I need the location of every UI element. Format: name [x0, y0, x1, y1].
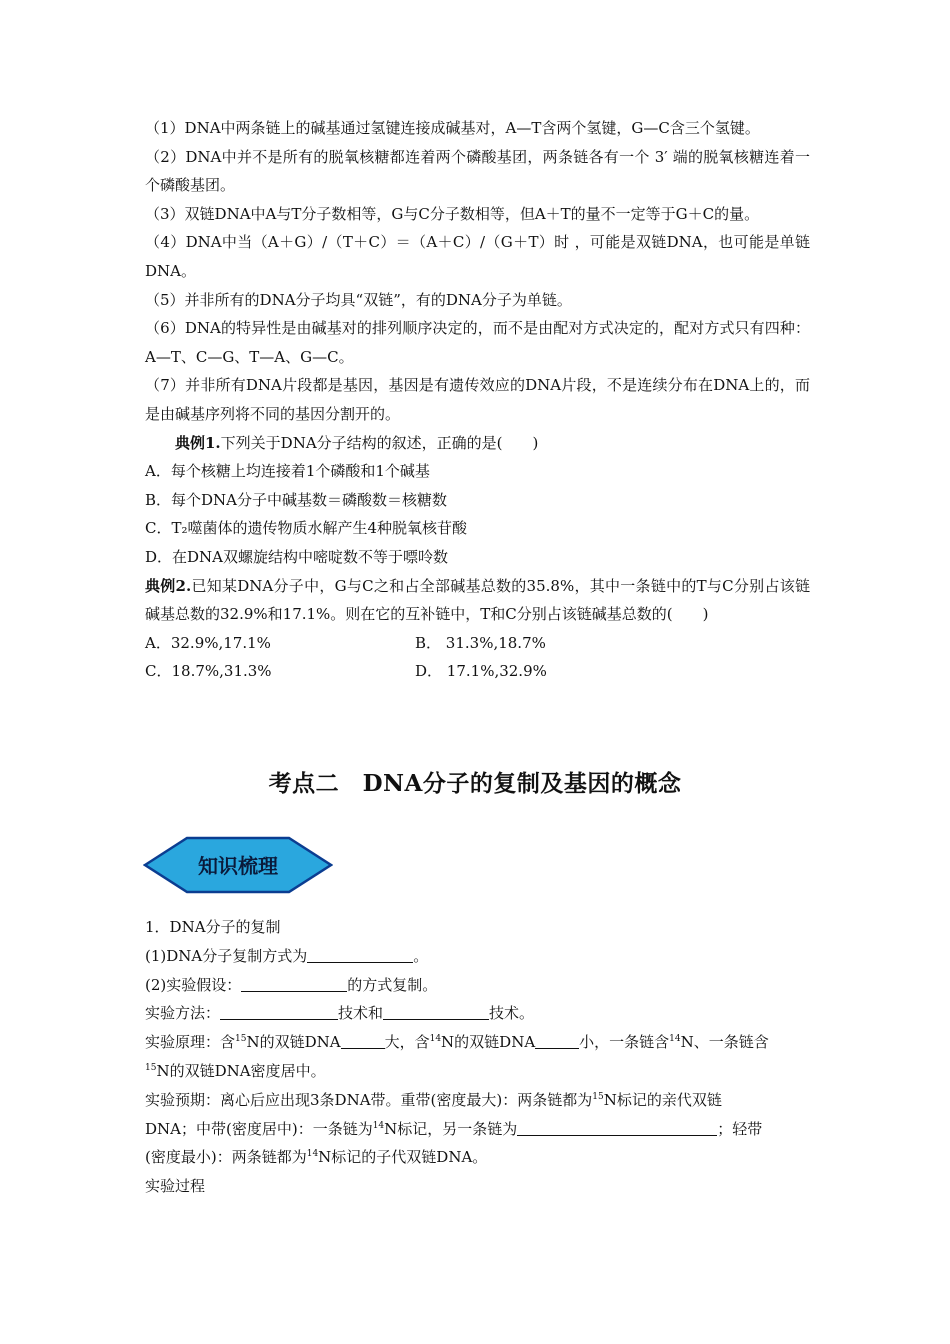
note-6: （6）DNA的特异性是由碱基对的排列顺序决定的，而不是由配对方式决定的，配对方式只有四种：A—T、C—G、T—A、G—C。: [145, 319, 810, 366]
principle-f: N、一条链含: [680, 1033, 769, 1052]
iso-15-sup: 15: [145, 1062, 157, 1073]
q2-answer-blank[interactable]: [241, 975, 347, 992]
process-label: 实验过程: [145, 1177, 206, 1196]
example-2-option-c: C．18.7%,31.3%: [145, 662, 272, 681]
predict-line-2: [145, 1115, 810, 1144]
example-2-question: [145, 572, 810, 629]
predict-d-tail: (密度最小)：两条链都为: [145, 1148, 307, 1167]
example-2-options-row-1: [145, 629, 810, 658]
badge-label: 知识梳理: [198, 854, 278, 878]
predict-line-3: [145, 1143, 810, 1172]
note-7: （7）并非所有DNA片段都是基因，基因是有遗传效应的DNA片段，不是连续分布在DNA上的，而是由碱基序列将不同的基因分割开的。: [145, 376, 810, 423]
example-2-option-b: B． 31.3%,18.7%: [415, 633, 546, 652]
knowledge-badge: [143, 836, 333, 894]
example-2-option-a: A．32.9%,17.1%: [145, 633, 271, 652]
q1-line: [145, 942, 810, 971]
example-2-options-row-2: [145, 657, 810, 686]
principle-b: N的双链DNA: [246, 1033, 341, 1052]
q1-answer-blank[interactable]: [307, 946, 413, 963]
example-2-text: 已知某DNA分子中，G与C之和占全部碱基总数的35.8%，其中一条链中的T与C分别占该链碱基总数的32.9%和17.1%。则在它的互补链中，T和C分别占该链碱基总数的( ): [145, 576, 810, 624]
predict-b-head: N标记的亲代双链: [603, 1090, 722, 1109]
method-blank-2[interactable]: [383, 1003, 489, 1020]
iso-14-sup: 14: [429, 1034, 442, 1045]
predict-e: N标记的子代双链DNA。: [318, 1148, 488, 1167]
method-mid: 技术和: [338, 1004, 384, 1023]
principle-a: 实验原理：含: [145, 1033, 236, 1052]
example-2-option-d: D． 17.1%,32.9%: [415, 662, 547, 681]
iso-15-sup: 15: [235, 1034, 247, 1045]
note-3: （3）双链DNA中A与T分子数相等，G与C分子数相等，但A＋T的量不一定等于G＋C的量。: [145, 204, 760, 223]
example-1-option-a: A．每个核糖上均连接着1个磷酸和1个碱基: [145, 462, 430, 481]
method-suffix: 技术。: [489, 1004, 535, 1023]
principle-line-2: [145, 1057, 810, 1086]
predict-c: N标记，另一条链为: [384, 1119, 518, 1138]
section-2-body: [145, 913, 810, 1201]
example-1-label: 典例1.: [175, 433, 221, 452]
principle-c: 大，含: [384, 1033, 430, 1052]
iso-14-sup: 14: [669, 1034, 681, 1045]
principle-line-1: [145, 1028, 810, 1057]
principle-blank-2[interactable]: [535, 1032, 579, 1049]
replication-heading: 1．DNA分子的复制: [145, 918, 281, 936]
predict-blank[interactable]: [517, 1119, 717, 1136]
example-1-option-d: D．在DNA双螺旋结构中嘧啶数不等于嘌呤数: [145, 547, 449, 566]
q1-suffix: 。: [413, 946, 429, 965]
example-1-question: [145, 429, 810, 458]
principle-blank-1[interactable]: [341, 1032, 385, 1049]
iso-14-sup: 14: [372, 1120, 385, 1131]
principle-g: N的双链DNA密度居中。: [156, 1061, 326, 1080]
example-1-text: 下列关于DNA分子结构的叙述，正确的是( ): [220, 433, 539, 452]
method-blank-1[interactable]: [220, 1003, 338, 1020]
section-title: 考点二 DNA分子的复制及基因的概念: [268, 770, 682, 797]
principle-e: 小，一条链含: [579, 1033, 670, 1052]
iso-14-sup: 14: [306, 1149, 319, 1160]
q2-suffix: 的方式复制。: [347, 975, 438, 994]
q2-line: [145, 971, 810, 1000]
predict-a: 实验预期：离心后应出现3条DNA带。重带(密度最大)：两条链都为: [145, 1090, 593, 1109]
method-line: [145, 999, 810, 1028]
predict-b-tail: DNA；中带(密度居中)：一条链为: [145, 1119, 373, 1138]
principle-d: N的双链DNA: [441, 1033, 536, 1052]
example-1-option-c: C．T₂噬菌体的遗传物质水解产生4种脱氧核苷酸: [145, 519, 468, 538]
note-2: （2）DNA中并不是所有的脱氧核糖都连着两个磷酸基团，两条链各有一个 3′ 端的脱氧核糖连着一个磷酸基团。: [145, 147, 810, 195]
note-1: （1）DNA中两条链上的碱基通过氢键连接成碱基对，A—T含两个氢键，G—C含三个氢键。: [145, 119, 760, 137]
notes-block: [145, 114, 810, 686]
note-5: （5）并非所有的DNA分子均具“双链”，有的DNA分子为单链。: [145, 290, 572, 309]
note-4: （4）DNA中当（A＋G）/（T＋C）＝（A＋C）/（G＋T）时 ，可能是双链DNA，也可能是单链DNA。: [145, 233, 810, 280]
predict-d-head: ；轻带: [717, 1119, 763, 1138]
iso-15-sup: 15: [592, 1091, 604, 1102]
method-prefix: 实验方法：: [145, 1004, 221, 1023]
predict-line-1: [145, 1086, 810, 1115]
example-1-option-b: B．每个DNA分子中碱基数＝磷酸数＝核糖数: [145, 490, 448, 509]
q2-prefix: (2)实验假设：: [145, 975, 242, 994]
example-2-label: 典例2.: [145, 576, 192, 595]
q1-prefix: (1)DNA分子复制方式为: [145, 946, 308, 965]
